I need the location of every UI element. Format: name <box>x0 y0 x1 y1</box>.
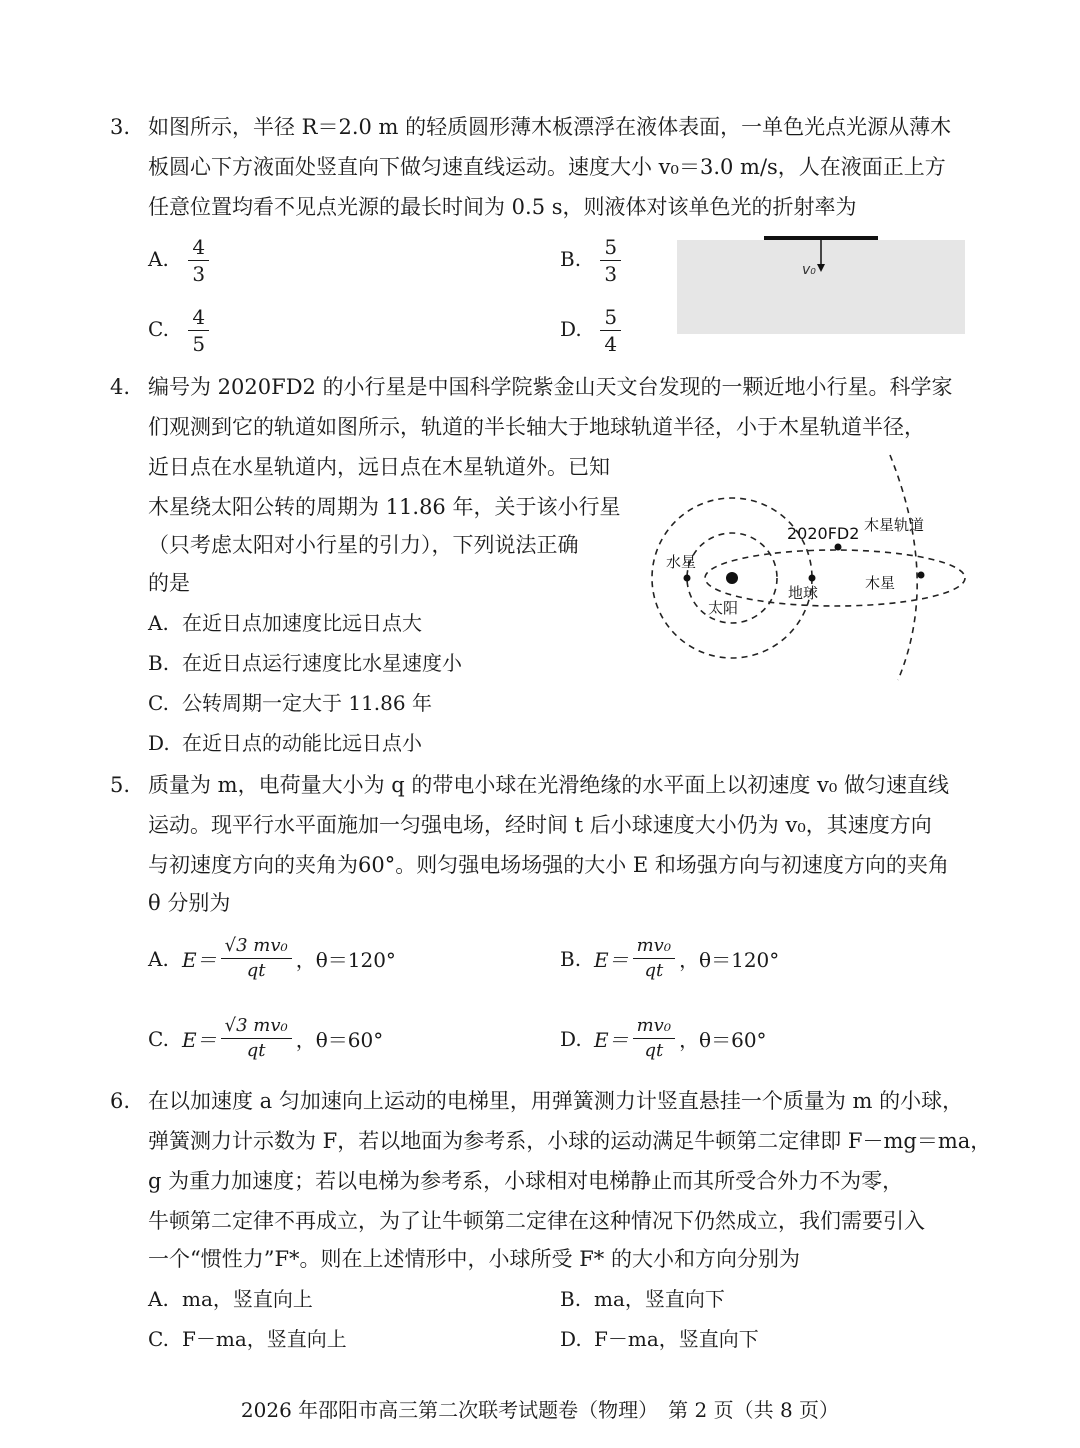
sun <box>726 572 738 584</box>
q3-number: 3. <box>110 115 131 139</box>
jupiter-orbit-label: 木星轨道 <box>864 516 925 534</box>
q6-number: 6. <box>110 1089 131 1113</box>
q3-figure <box>676 230 968 336</box>
page-footer: 2026 年邵阳市高三第二次联考试题卷（物理） 第 2 页（共 8 页） <box>240 1398 840 1422</box>
jupiter <box>918 572 925 579</box>
asteroid <box>835 544 842 551</box>
fraction: $\frac{4}{5}$ <box>188 304 209 357</box>
q5-line-2: 运动。现平行水平面施加一匀强电场，经时间 t 后小球速度大小仍为 v₀，其速度方向 <box>148 813 932 837</box>
q3-option-c[interactable] <box>148 304 209 357</box>
q6-line-5: 一个“惯性力”F*。则在上述情形中，小球所受 F* 的大小和方向分别为 <box>148 1247 800 1271</box>
q4-orbit-figure <box>640 450 980 690</box>
q6-option-a[interactable]: A. ma，竖直向上 <box>148 1287 313 1311</box>
q4-option-a[interactable]: A. 在近日点加速度比远日点大 <box>148 611 422 635</box>
q5-line-1: 质量为 m，电荷量大小为 q 的带电小球在光滑绝缘的水平面上以初速度 v₀ 做匀速直线 <box>148 773 950 797</box>
q4-option-b[interactable]: B. 在近日点运行速度比水星速度小 <box>148 651 462 675</box>
q3-option-b[interactable] <box>560 234 621 287</box>
sun-label: 太阳 <box>708 599 739 617</box>
q5-option-b[interactable]: B. E＝ $\frac{\text{mv₀}}{qt}$ ，θ＝120° <box>560 935 780 981</box>
q5-option-c[interactable]: C. E＝ $\frac{\text{√3 mv₀}}{qt}$ ，θ＝60° <box>148 1015 384 1061</box>
q6-line-3: g 为重力加速度；若以电梯为参考系，小球相对电梯静止而其所受合外力不为零， <box>148 1169 904 1193</box>
option-label: D. <box>560 317 582 341</box>
q3-line-2: 板圆心下方液面处竖直向下做匀速直线运动。速度大小 v₀＝3.0 m/s，人在液面正上方 <box>148 155 946 179</box>
q3-line-1: 如图所示，半径 R＝2.0 m 的轻质圆形薄木板漂浮在液体表面，一单色光点光源从薄木 <box>148 115 952 139</box>
q5-line-3: 与初速度方向的夹角为60°。则匀强电场场强的大小 E 和场强方向与初速度方向的夹角 <box>148 853 949 877</box>
q5-option-a[interactable]: A. E＝ $\frac{\text{√3 mv₀}}{qt}$ ，θ＝120° <box>148 935 396 981</box>
q6-line-4: 牛顿第二定律不再成立，为了让牛顿第二定律在这种情况下仍然成立，我们需要引入 <box>148 1209 925 1233</box>
q6-line-2: 弹簧测力计示数为 F，若以地面为参考系，小球的运动满足牛顿第二定律即 F－mg＝ma， <box>148 1129 992 1153</box>
mercury-label: 水星 <box>666 553 697 571</box>
q4-option-d[interactable]: D. 在近日点的动能比远日点小 <box>148 731 422 755</box>
q4-line-6: 的是 <box>148 571 190 595</box>
q5-line-4: θ 分别为 <box>148 891 231 915</box>
q3-line-3: 任意位置均看不见点光源的最长时间为 0.5 s，则液体对该单色光的折射率为 <box>148 195 857 219</box>
q6-option-c[interactable]: C. F－ma，竖直向上 <box>148 1327 347 1351</box>
option-label: B. <box>560 247 582 271</box>
q6-line-1: 在以加速度 a 匀加速向上运动的电梯里，用弹簧测力计竖直悬挂一个质量为 m 的小球， <box>148 1089 964 1113</box>
earth-label: 地球 <box>788 584 819 602</box>
q5-option-d[interactable]: D. E＝ $\frac{\text{mv₀}}{qt}$ ，θ＝60° <box>560 1015 767 1061</box>
jupiter-orbit <box>890 455 917 680</box>
q4-line-5: （只考虑太阳对小行星的引力），下列说法正确 <box>148 533 579 557</box>
jupiter-label: 木星 <box>865 574 896 592</box>
fraction: $\frac{5}{3}$ <box>600 234 621 287</box>
earth <box>809 575 816 582</box>
asteroid-orbit <box>705 550 965 606</box>
q4-line-4: 木星绕太阳公转的周期为 11.86 年，关于该小行星 <box>148 495 621 519</box>
q5-number: 5. <box>110 773 131 797</box>
q6-option-b[interactable]: B. ma，竖直向下 <box>560 1287 725 1311</box>
option-label: C. <box>148 317 169 341</box>
q4-line-3: 近日点在水星轨道内，远日点在木星轨道外。已知 <box>148 455 610 479</box>
asteroid-label: 2020FD2 <box>787 524 860 543</box>
option-label: A. <box>148 247 169 271</box>
q6-option-d[interactable]: D. F－ma，竖直向下 <box>560 1327 759 1351</box>
q4-number: 4. <box>110 375 131 399</box>
q4-line-2: 们观测到它的轨道如图所示，轨道的半长轴大于地球轨道半径，小于木星轨道半径， <box>148 415 925 439</box>
v0-label: v₀ <box>802 262 816 278</box>
q4-option-c[interactable]: C. 公转周期一定大于 11.86 年 <box>148 691 432 715</box>
q3-option-a[interactable] <box>148 234 209 287</box>
q3-option-d[interactable] <box>560 304 621 357</box>
fraction: $\frac{4}{3}$ <box>188 234 209 287</box>
mercury <box>684 575 691 582</box>
fraction: $\frac{5}{4}$ <box>600 304 621 357</box>
q4-line-1: 编号为 2020FD2 的小行星是中国科学院紫金山天文台发现的一颗近地小行星。科学家 <box>148 375 953 399</box>
